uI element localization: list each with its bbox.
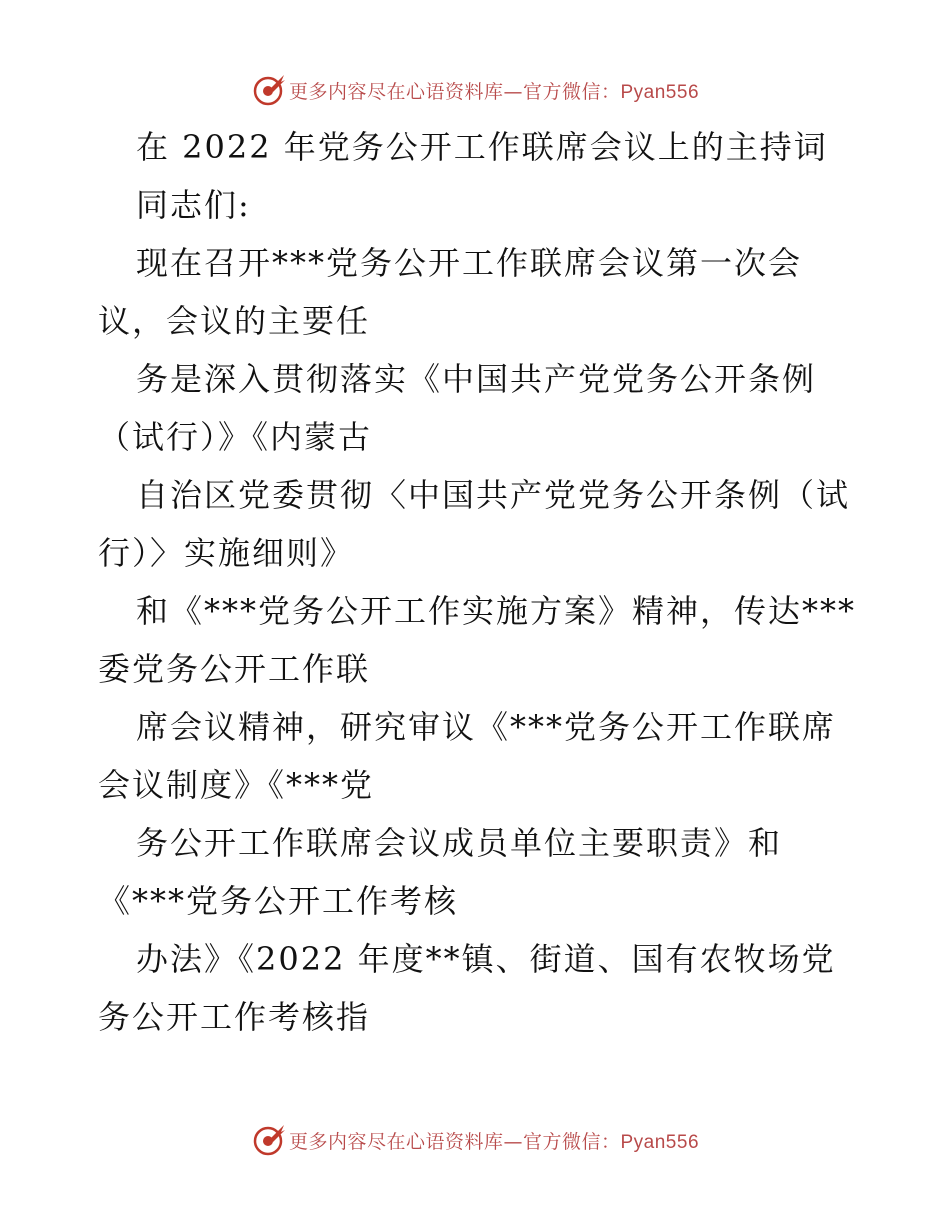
body-line: （试行）》《内蒙古 [98,418,373,456]
quill-logo-icon [251,72,287,108]
body-line: 务公开工作联席会议成员单位主要职责》和 [136,824,783,862]
banner-text: 更多内容尽在心语资料库—官方微信：Pyan556 [288,1130,700,1153]
body-line: 现在召开***党务公开工作联席会议第一次会 [136,244,803,282]
footer-banner [0,1120,950,1160]
body-line: 和《***党务公开工作实施方案》精神，传达*** [136,592,857,630]
body-line: 务公开工作考核指 [98,998,371,1036]
body-line: 委党务公开工作联 [98,650,371,688]
body-line: 行）〉实施细则》 [98,534,355,572]
body-line: 议，会议的主要任 [98,302,371,340]
document-title: 在 2022 年党务公开工作联席会议上的主持词 [136,128,828,166]
body-line: 《***党务公开工作考核 [98,882,459,920]
banner-text: 更多内容尽在心语资料库—官方微信：Pyan556 [288,80,700,103]
salutation: 同志们: [136,186,251,224]
body-line: 会议制度》《***党 [98,766,375,804]
body-line: 务是深入贯彻落实《中国共产党党务公开条例 [136,360,817,398]
document-body [98,118,858,1046]
quill-logo-icon [251,1122,287,1158]
body-line: 席会议精神，研究审议《***党务公开工作联席 [136,708,837,746]
body-line: 自治区党委贯彻〈中国共产党党务公开条例（试 [136,476,851,514]
header-banner [0,70,950,110]
body-line: 办法》《2022 年度**镇、街道、国有农牧场党 [136,940,836,978]
